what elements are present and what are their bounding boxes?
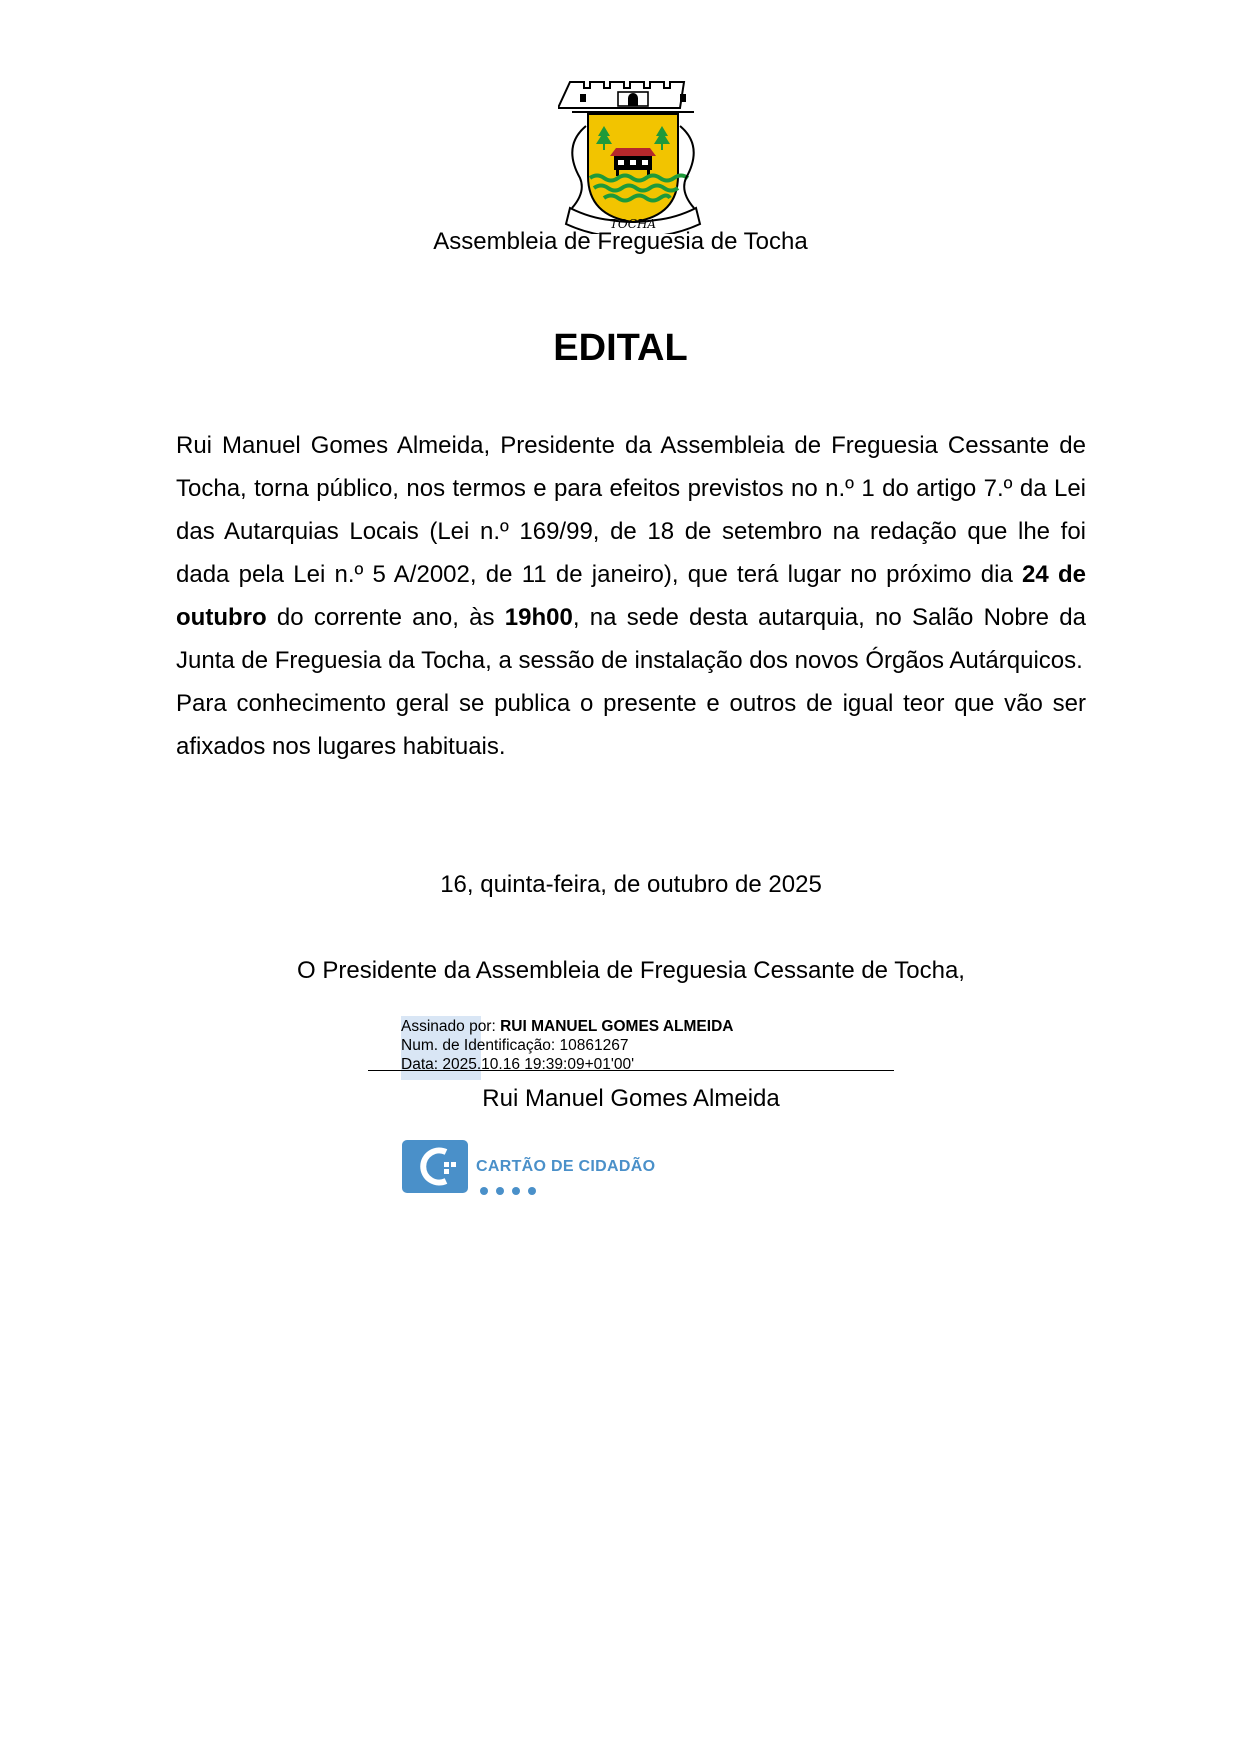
paragraph-text: , na sede desta autarquia, no Salão Nobre da Junta de Freguesia da Tocha, a sessão de instalação dos novos Órgãos Autárquicos. [176, 604, 1086, 674]
document-title: EDITAL [553, 327, 688, 369]
id-value: 10861267 [559, 1037, 629, 1054]
organization-name: Assembleia de Freguesia de Tocha [433, 228, 808, 255]
digital-signature-block [401, 1017, 733, 1074]
paragraph-text: do corrente ano, às [266, 604, 505, 631]
cc-dot [512, 1187, 520, 1195]
signed-by-name: RUI MANUEL GOMES ALMEIDA [500, 1018, 734, 1035]
cartao-de-cidadao-text: CARTÃO DE CIDADÃO [476, 1158, 656, 1175]
session-date: 24 de outubro [176, 561, 1086, 631]
notice-body [176, 424, 1086, 768]
signed-by-label: Assinado por: [401, 1018, 496, 1035]
issue-date: 16, quinta-feira, de outubro de 2025 [440, 871, 822, 898]
notice-paragraph-2: Para conhecimento geral se publica o presente e outros de igual teor que vão ser afixados nos lugares habituais. [176, 690, 1086, 760]
paragraph-text: Rui Manuel Gomes Almeida, Presidente da Assembleia de Freguesia Cessante de Tocha, torna público, nos termos e para efeitos previstos no n.º 1 do artigo 7.º da Lei das Autarquias Locais (Lei n.º 169/99, de 18 de setembro na redação que lhe foi dada pela Lei n.º 5 A/2002, de 11 de janeiro), que terá lugar no próximo dia [176, 432, 1086, 588]
notice-paragraph-1 [176, 424, 1086, 682]
signer-role: O Presidente da Assembleia de Freguesia Cessante de Tocha, [297, 957, 965, 984]
svg-text:TOCHA: TOCHA [609, 217, 657, 231]
tocha-coat-of-arms-icon [558, 74, 708, 234]
session-time: 19h00 [504, 604, 573, 631]
signer-name: Rui Manuel Gomes Almeida [482, 1085, 780, 1112]
signature-line [368, 1070, 894, 1071]
date-label: Data: [401, 1056, 439, 1073]
cc-dot [480, 1187, 488, 1195]
id-label: Num. de Identificação: [401, 1037, 556, 1054]
cc-dots [480, 1182, 544, 1200]
cc-dot [528, 1187, 536, 1195]
date-value: 2025.10.16 19:39:09+01'00' [442, 1056, 635, 1073]
cartao-de-cidadao-logo [402, 1140, 656, 1196]
cc-dot [496, 1187, 504, 1195]
cartao-de-cidadao-icon [402, 1140, 468, 1193]
